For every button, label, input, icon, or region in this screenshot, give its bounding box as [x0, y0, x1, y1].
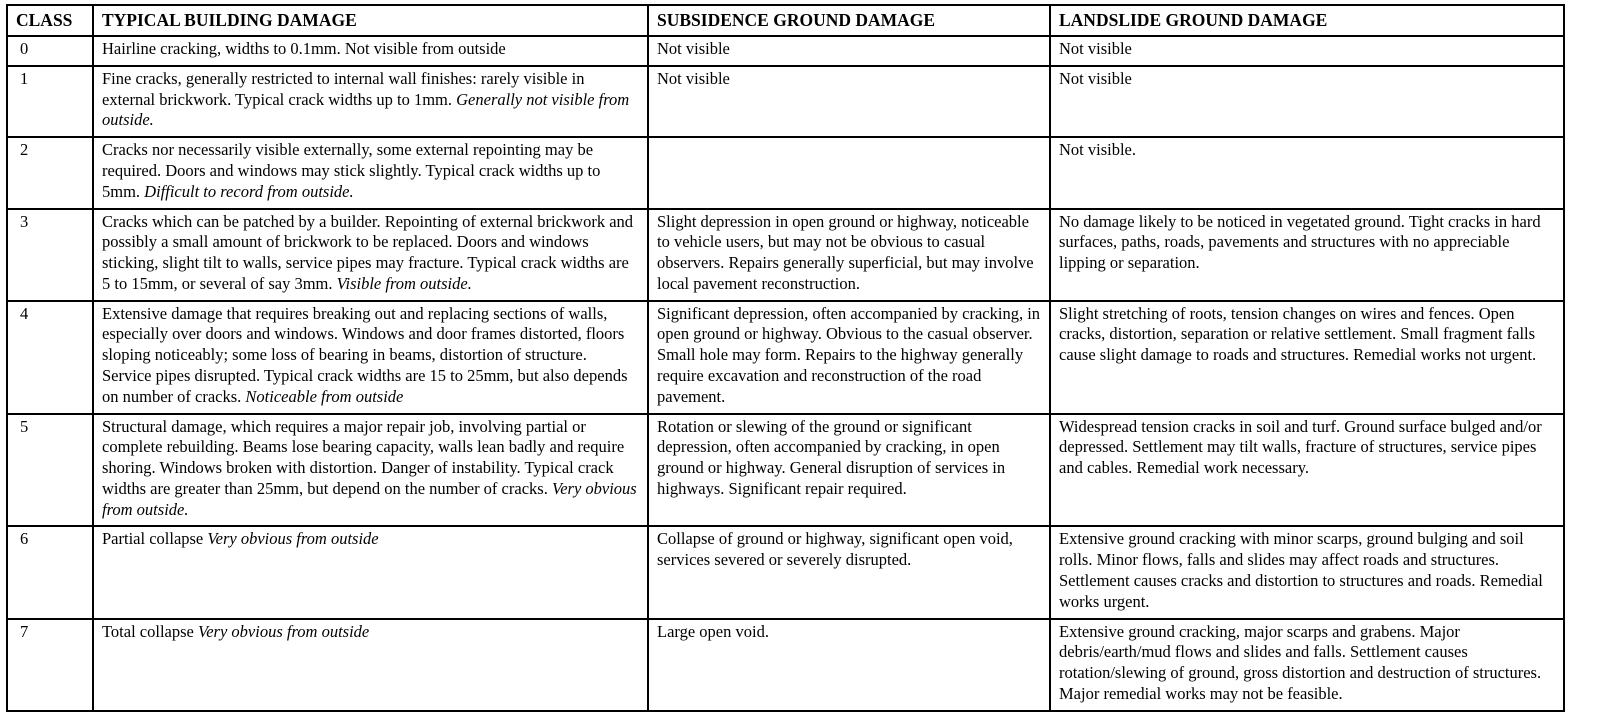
italic-text-segment: Very obvious from outside	[207, 529, 379, 549]
table-row	[7, 619, 1564, 711]
column-header-building-damage: TYPICAL BUILDING DAMAGE	[93, 5, 648, 36]
text-segment: Not visible	[1059, 68, 1132, 88]
italic-text-segment: Generally not visible from outside.	[102, 89, 630, 130]
text-segment: Extensive damage that requires breaking out and replacing sections of walls, especially over doors and windows. Windows and door frames distorted, floors sloping noticeably; some loss of bearing in beams, distortion of structure. Service pipes disrupted. Typical crack widths are 15 to 25mm, but also depends on number of cracks.	[102, 303, 628, 406]
landslide-damage-cell	[1050, 619, 1564, 711]
text-segment: Structural damage, which requires a major repair job, involving partial or complete rebuilding. Beams lose bearing capacity, walls lean badly and require shoring. Windows broken with distortion. Danger of instability. Typical crack widths are greater than 25mm, but depend on the number of cracks.	[102, 416, 625, 498]
building-damage-cell	[93, 301, 648, 414]
landslide-damage-cell	[1050, 209, 1564, 301]
table-row	[7, 36, 1564, 66]
table-row	[7, 526, 1564, 618]
text-segment: Hairline cracking, widths to 0.1mm. Not visible from outside	[102, 39, 506, 59]
landslide-damage-cell	[1050, 36, 1564, 66]
text-segment: Large open void.	[657, 621, 769, 641]
building-damage-cell	[93, 66, 648, 137]
text-segment: Cracks nor necessarily visible externally, some external repointing may be required. Doors and windows may stick slightly. Typical crack widths up to 5mm.	[102, 140, 601, 201]
italic-text-segment: Very obvious from outside.	[102, 478, 637, 519]
class-cell: 5	[7, 414, 93, 527]
table-body	[7, 36, 1564, 711]
table-row	[7, 301, 1564, 414]
class-cell: 6	[7, 526, 93, 618]
subsidence-damage-cell	[648, 301, 1050, 414]
column-header-class: CLASS	[7, 5, 93, 36]
text-segment: Slight stretching of roots, tension changes on wires and fences. Open cracks, distortion, separation or relative settlement. Small fragment falls cause slight damage to roads and structures. Remedial works not urgent.	[1059, 303, 1537, 365]
building-damage-cell	[93, 619, 648, 711]
landslide-damage-cell	[1050, 137, 1564, 208]
text-segment: Extensive ground cracking with minor scarps, ground bulging and soil rolls. Minor flows, falls and slides may affect roads and structures. Settlement causes cracks and distortion to structures and roads. Remedial works urgent.	[1059, 529, 1543, 611]
text-segment: Partial collapse	[102, 529, 208, 549]
damage-classification-table	[6, 4, 1565, 712]
text-segment: Not visible.	[1059, 140, 1136, 160]
text-segment: No damage likely to be noticed in vegetated ground. Tight cracks in hard surfaces, paths, roads, pavements and structures with no appreciable lipping or separation.	[1059, 211, 1541, 273]
class-cell: 7	[7, 619, 93, 711]
italic-text-segment: Very obvious from outside	[197, 621, 370, 641]
building-damage-cell	[93, 36, 648, 66]
class-cell: 0	[7, 36, 93, 66]
text-segment: Not visible	[657, 68, 730, 88]
table-row	[7, 209, 1564, 301]
text-segment: Slight depression in open ground or highway, noticeable to vehicle users, but may not be obvious to casual observers. Repairs generally superficial, but may involve local pavement reconstruction.	[657, 211, 1034, 293]
text-segment: Extensive ground cracking, major scarps and grabens. Major debris/earth/mud flows and slides and falls. Settlement causes rotation/slewing of ground, gross distortion and destruction of structures. Major remedial works may not be feasible.	[1059, 621, 1542, 703]
text-segment: Not visible	[657, 39, 730, 59]
header-row	[7, 5, 1564, 36]
subsidence-damage-cell	[648, 209, 1050, 301]
building-damage-cell	[93, 209, 648, 301]
landslide-damage-cell	[1050, 414, 1564, 527]
subsidence-damage-cell	[648, 414, 1050, 527]
building-damage-cell	[93, 526, 648, 618]
table-row	[7, 414, 1564, 527]
subsidence-damage-cell	[648, 137, 1050, 208]
text-segment: Significant depression, often accompanied by cracking, in open ground or highway. Obvious to the casual observer. Small hole may form. Repairs to the highway generally require excavation and reconstruction of the road pavement.	[657, 303, 1041, 406]
building-damage-cell	[93, 414, 648, 527]
column-header-landslide-damage: LANDSLIDE GROUND DAMAGE	[1050, 5, 1564, 36]
subsidence-damage-cell	[648, 619, 1050, 711]
text-segment: Total collapse	[102, 621, 198, 641]
text-segment: Rotation or slewing of the ground or significant depression, often accompanied by cracking, in open ground or highway. General disruption of services in highways. Significant repair required.	[657, 416, 1006, 498]
italic-text-segment: Visible from outside.	[336, 273, 472, 293]
class-cell: 3	[7, 209, 93, 301]
class-cell: 4	[7, 301, 93, 414]
subsidence-damage-cell	[648, 36, 1050, 66]
building-damage-cell	[93, 137, 648, 208]
text-segment: Widespread tension cracks in soil and turf. Ground surface bulged and/or depressed. Settlement may tilt walls, fracture of structures, service pipes and cables. Remedial work necessary.	[1059, 416, 1542, 478]
table-row	[7, 66, 1564, 137]
table-row	[7, 137, 1564, 208]
text-segment: Not visible	[1059, 39, 1132, 59]
text-segment: Fine cracks, generally restricted to internal wall finishes: rarely visible in external brickwork. Typical crack widths up to 1mm.	[102, 68, 585, 109]
table-header	[7, 5, 1564, 36]
italic-text-segment: Difficult to record from outside.	[144, 181, 354, 201]
italic-text-segment: Noticeable from outside	[245, 386, 404, 406]
class-cell: 1	[7, 66, 93, 137]
landslide-damage-cell	[1050, 526, 1564, 618]
text-segment: Collapse of ground or highway, significant open void, services severed or severely disrupted.	[657, 529, 1013, 570]
subsidence-damage-cell	[648, 526, 1050, 618]
landslide-damage-cell	[1050, 66, 1564, 137]
column-header-subsidence-damage: SUBSIDENCE GROUND DAMAGE	[648, 5, 1050, 36]
subsidence-damage-cell	[648, 66, 1050, 137]
landslide-damage-cell	[1050, 301, 1564, 414]
class-cell: 2	[7, 137, 93, 208]
text-segment: Cracks which can be patched by a builder. Repointing of external brickwork and possibly a small amount of brickwork to be replaced. Doors and windows sticking, slight tilt to walls, service pipes may fracture. Typical crack widths are 5 to 15mm, or several of say 3mm.	[102, 211, 634, 293]
